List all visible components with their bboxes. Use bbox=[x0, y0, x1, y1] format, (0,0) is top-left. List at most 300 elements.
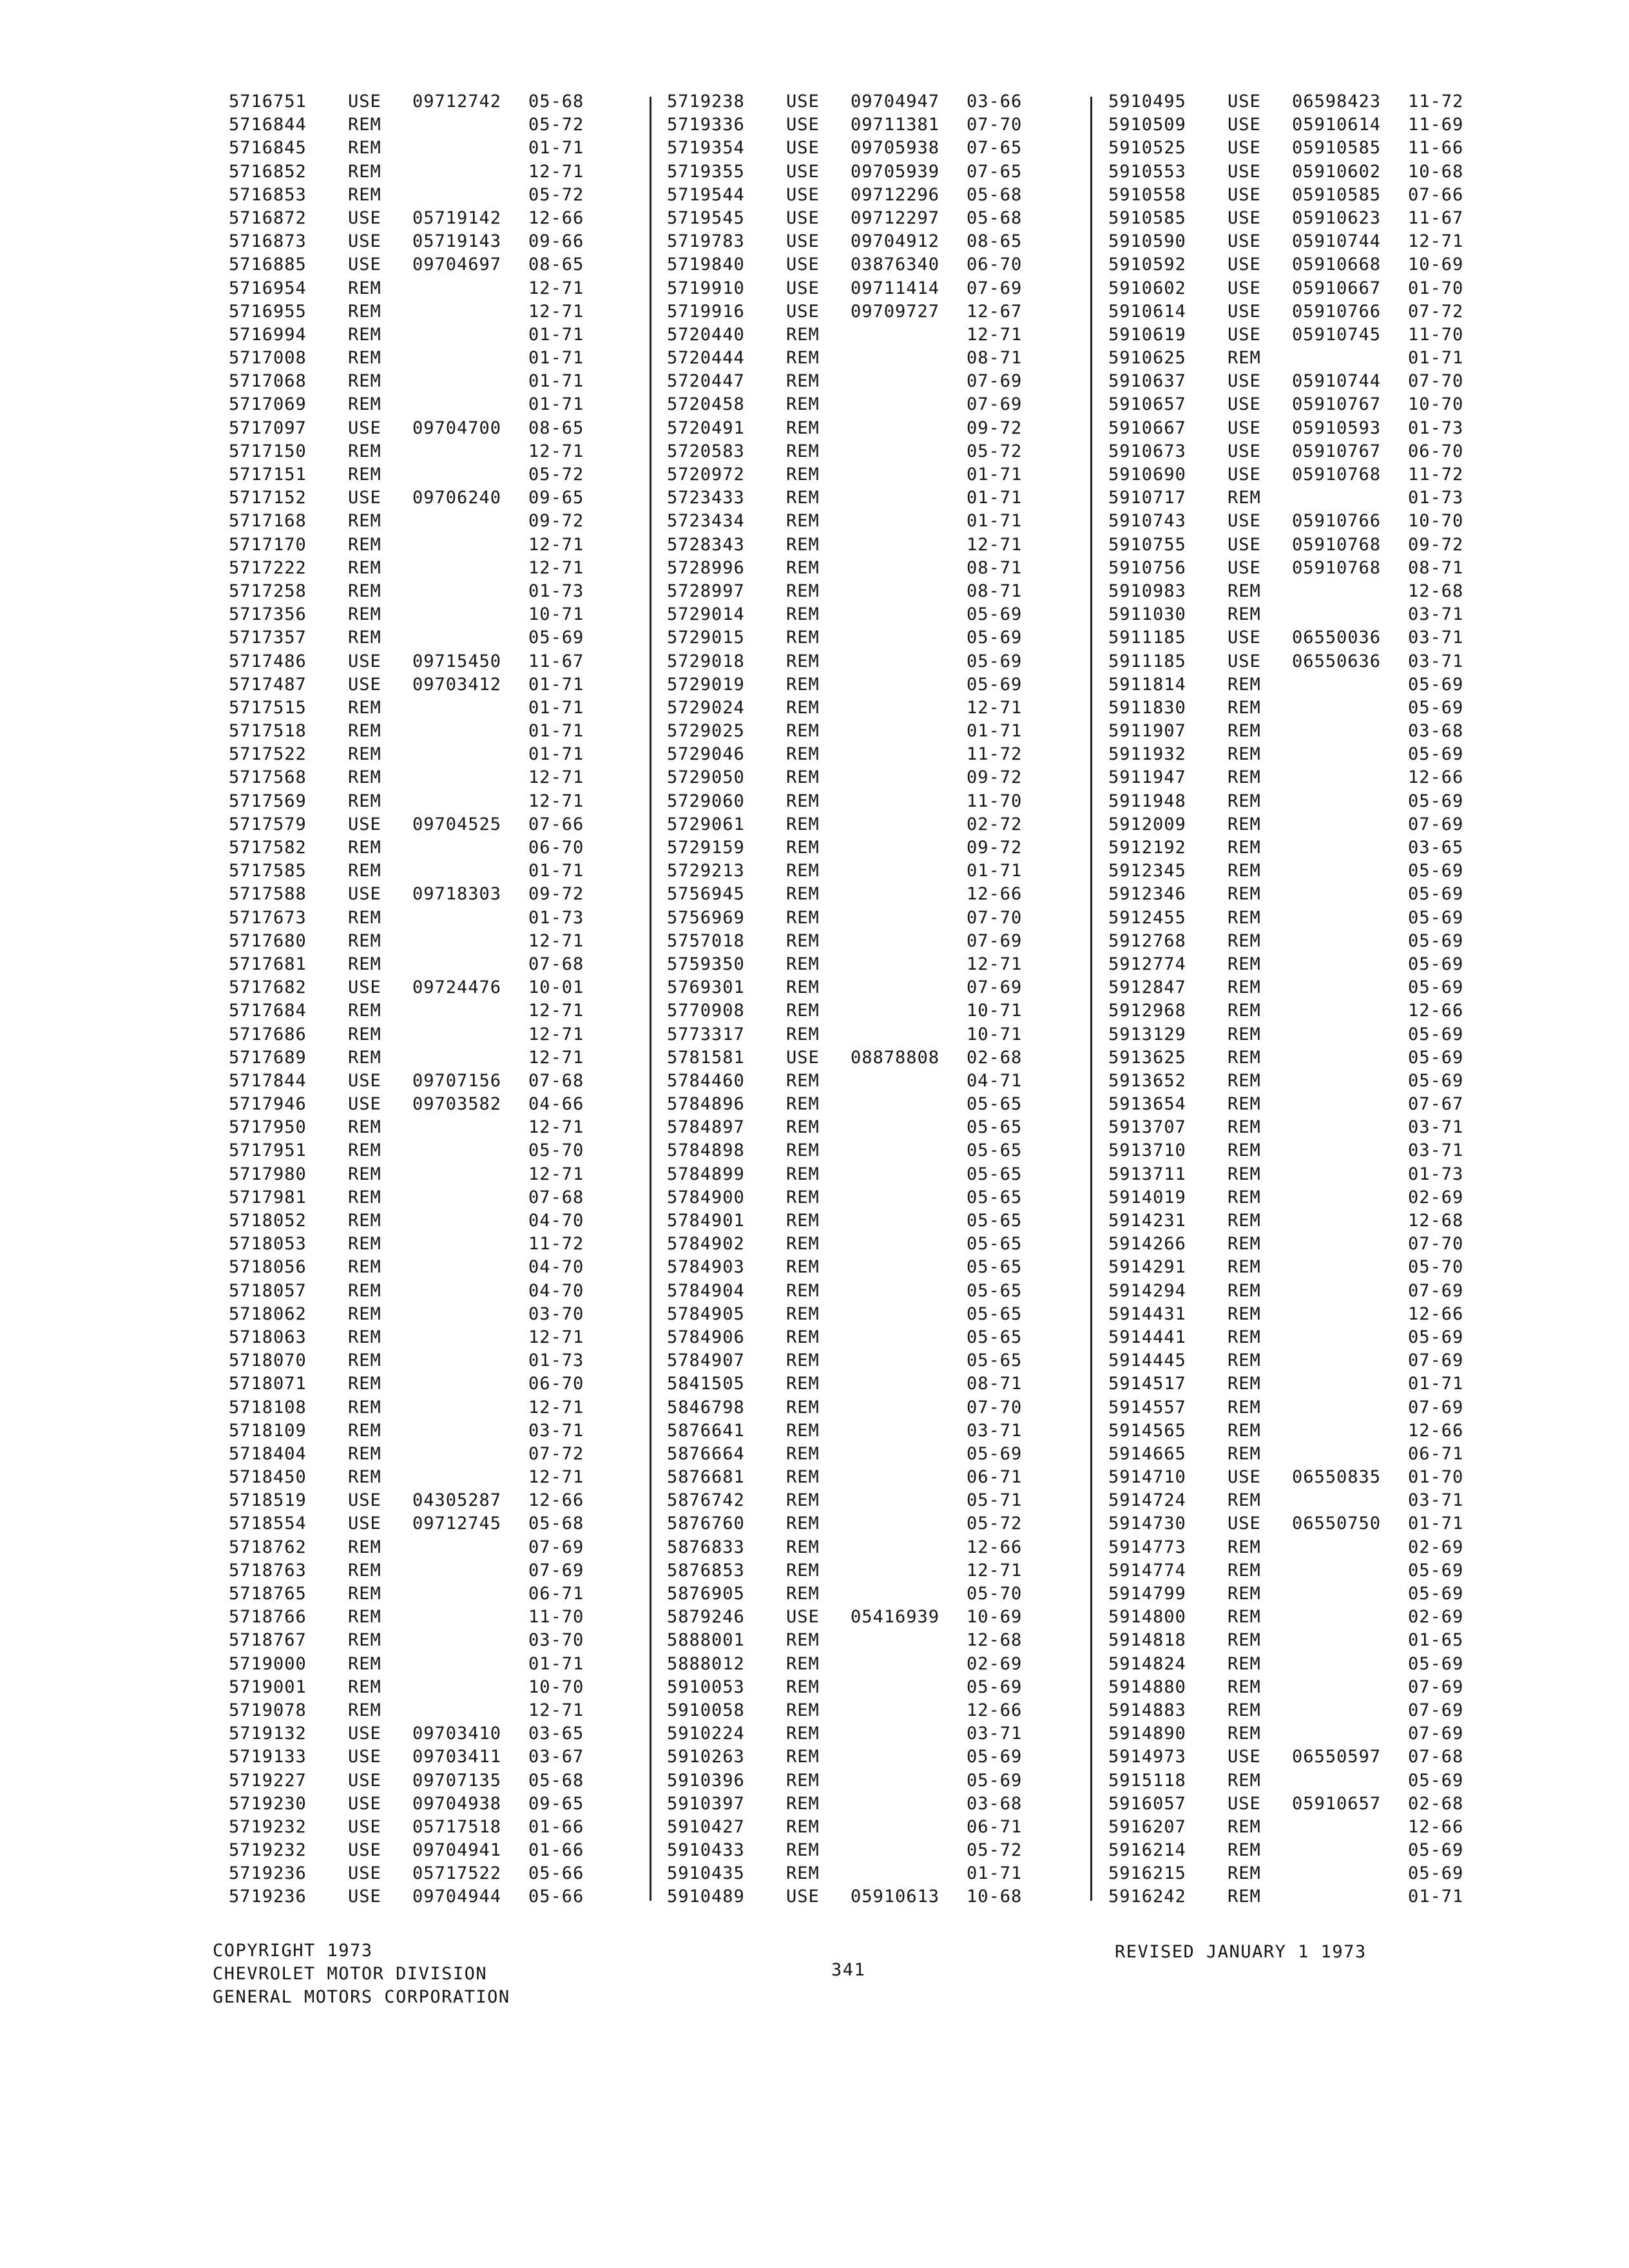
date-code: 12-71 bbox=[528, 1024, 584, 1044]
action-code: REM bbox=[348, 628, 381, 648]
date-code: 07-69 bbox=[1408, 1677, 1464, 1697]
action-code: USE bbox=[1228, 231, 1261, 252]
part-number: 5914710 bbox=[1108, 1467, 1186, 1488]
replacement-part: 05910613 bbox=[851, 1887, 940, 1907]
action-code: REM bbox=[786, 1257, 820, 1278]
action-code: REM bbox=[348, 1303, 381, 1324]
part-number: 5729060 bbox=[667, 791, 745, 811]
date-code: 11-72 bbox=[1408, 465, 1464, 485]
action-code: USE bbox=[348, 1747, 381, 1767]
part-number: 5888001 bbox=[667, 1630, 745, 1651]
action-code: USE bbox=[1228, 1514, 1261, 1534]
part-number: 5784460 bbox=[667, 1070, 745, 1091]
part-number: 5729213 bbox=[667, 861, 745, 881]
action-code: REM bbox=[348, 1211, 381, 1231]
replacement-part: 06550835 bbox=[1292, 1467, 1382, 1488]
date-code: 03-70 bbox=[528, 1630, 584, 1651]
date-code: 05-72 bbox=[967, 441, 1023, 461]
part-number: 5729025 bbox=[667, 721, 745, 742]
action-code: REM bbox=[786, 1770, 820, 1791]
date-code: 05-66 bbox=[528, 1887, 584, 1907]
part-number: 5718062 bbox=[229, 1303, 307, 1324]
date-code: 05-65 bbox=[967, 1094, 1023, 1115]
action-code: REM bbox=[786, 884, 820, 905]
action-code: REM bbox=[786, 1327, 820, 1347]
date-code: 05-65 bbox=[967, 1350, 1023, 1371]
part-number: 5910397 bbox=[667, 1793, 745, 1814]
date-code: 07-68 bbox=[1408, 1747, 1464, 1767]
date-code: 12-71 bbox=[528, 1001, 584, 1021]
action-code: REM bbox=[786, 1490, 820, 1511]
part-number: 5784904 bbox=[667, 1280, 745, 1301]
action-code: REM bbox=[1228, 1327, 1261, 1347]
part-number: 5781581 bbox=[667, 1047, 745, 1068]
date-code: 03-71 bbox=[1408, 1490, 1464, 1511]
date-code: 11-67 bbox=[528, 651, 584, 671]
action-code: USE bbox=[1228, 301, 1261, 322]
action-code: USE bbox=[786, 161, 820, 182]
action-code: REM bbox=[786, 324, 820, 345]
action-code: REM bbox=[348, 604, 381, 625]
date-code: 10-71 bbox=[967, 1024, 1023, 1044]
action-code: REM bbox=[1228, 1257, 1261, 1278]
part-number: 5910558 bbox=[1108, 184, 1186, 205]
date-code: 08-71 bbox=[967, 1374, 1023, 1394]
part-number: 5914730 bbox=[1108, 1514, 1186, 1534]
part-number: 5728343 bbox=[667, 534, 745, 555]
action-code: REM bbox=[786, 977, 820, 998]
date-code: 07-70 bbox=[967, 907, 1023, 928]
date-code: 12-71 bbox=[967, 1560, 1023, 1581]
date-code: 05-69 bbox=[1408, 697, 1464, 718]
page-number: 341 bbox=[831, 1960, 866, 1980]
action-code: USE bbox=[348, 651, 381, 671]
part-number: 5716994 bbox=[229, 324, 307, 345]
date-code: 11-70 bbox=[528, 1607, 584, 1628]
part-number: 5717673 bbox=[229, 907, 307, 928]
date-code: 06-71 bbox=[528, 1584, 584, 1604]
action-code: USE bbox=[1228, 465, 1261, 485]
part-number: 5729159 bbox=[667, 838, 745, 858]
action-code: USE bbox=[1228, 651, 1261, 671]
part-number: 5914431 bbox=[1108, 1303, 1186, 1324]
replacement-part: 09704938 bbox=[412, 1793, 502, 1814]
date-code: 01-71 bbox=[967, 721, 1023, 742]
action-code: REM bbox=[1228, 1677, 1261, 1697]
action-code: REM bbox=[348, 861, 381, 881]
action-code: REM bbox=[786, 838, 820, 858]
part-number: 5723434 bbox=[667, 511, 745, 532]
part-number: 5910625 bbox=[1108, 348, 1186, 369]
action-code: REM bbox=[1228, 1840, 1261, 1861]
part-number: 5910743 bbox=[1108, 511, 1186, 532]
part-number: 5719078 bbox=[229, 1700, 307, 1720]
date-code: 12-66 bbox=[1408, 1816, 1464, 1837]
action-code: REM bbox=[348, 1443, 381, 1464]
action-code: USE bbox=[348, 1770, 381, 1791]
action-code: REM bbox=[1228, 697, 1261, 718]
part-number: 5717170 bbox=[229, 534, 307, 555]
part-number: 5913652 bbox=[1108, 1070, 1186, 1091]
replacement-part: 05910602 bbox=[1292, 161, 1382, 182]
part-number: 5716751 bbox=[229, 91, 307, 111]
date-code: 12-71 bbox=[528, 1397, 584, 1418]
action-code: REM bbox=[786, 1630, 820, 1651]
part-number: 5914294 bbox=[1108, 1280, 1186, 1301]
date-code: 12-71 bbox=[528, 1117, 584, 1138]
part-number: 5911948 bbox=[1108, 791, 1186, 811]
part-number: 5876681 bbox=[667, 1467, 745, 1488]
action-code: USE bbox=[1228, 1467, 1261, 1488]
replacement-part: 09704697 bbox=[412, 255, 502, 275]
part-number: 5876641 bbox=[667, 1420, 745, 1441]
replacement-part: 09712745 bbox=[412, 1514, 502, 1534]
action-code: USE bbox=[1228, 511, 1261, 532]
part-number: 5718052 bbox=[229, 1211, 307, 1231]
part-number: 5717680 bbox=[229, 930, 307, 951]
action-code: REM bbox=[1228, 814, 1261, 834]
date-code: 09-65 bbox=[528, 488, 584, 508]
date-code: 07-69 bbox=[1408, 814, 1464, 834]
date-code: 09-72 bbox=[1408, 534, 1464, 555]
part-number: 5910427 bbox=[667, 1816, 745, 1837]
part-number: 5910509 bbox=[1108, 115, 1186, 135]
part-number: 5916207 bbox=[1108, 1816, 1186, 1837]
action-code: REM bbox=[1228, 1887, 1261, 1907]
action-code: USE bbox=[1228, 207, 1261, 228]
action-code: USE bbox=[786, 207, 820, 228]
action-code: USE bbox=[348, 814, 381, 834]
action-code: USE bbox=[1228, 557, 1261, 578]
date-code: 02-69 bbox=[1408, 1537, 1464, 1557]
date-code: 11-72 bbox=[1408, 91, 1464, 111]
action-code: REM bbox=[786, 1234, 820, 1254]
action-code: USE bbox=[786, 1047, 820, 1068]
date-code: 07-69 bbox=[967, 394, 1023, 415]
replacement-part: 09715450 bbox=[412, 651, 502, 671]
date-code: 06-71 bbox=[967, 1467, 1023, 1488]
replacement-part: 09704700 bbox=[412, 418, 502, 438]
part-number: 5912768 bbox=[1108, 930, 1186, 951]
copyright-block bbox=[213, 1939, 510, 2009]
date-code: 02-68 bbox=[967, 1047, 1023, 1068]
action-code: REM bbox=[348, 511, 381, 532]
date-code: 05-69 bbox=[1408, 907, 1464, 928]
action-code: REM bbox=[786, 930, 820, 951]
date-code: 05-68 bbox=[528, 1770, 584, 1791]
action-code: REM bbox=[1228, 1140, 1261, 1161]
date-code: 12-71 bbox=[1408, 231, 1464, 252]
date-code: 05-69 bbox=[1408, 1863, 1464, 1884]
date-code: 05-72 bbox=[967, 1840, 1023, 1861]
action-code: REM bbox=[1228, 930, 1261, 951]
part-number: 5717151 bbox=[229, 465, 307, 485]
date-code: 02-69 bbox=[1408, 1187, 1464, 1207]
date-code: 05-65 bbox=[967, 1140, 1023, 1161]
part-number: 5716873 bbox=[229, 231, 307, 252]
replacement-part: 05717518 bbox=[412, 1816, 502, 1837]
date-code: 05-68 bbox=[967, 184, 1023, 205]
action-code: REM bbox=[348, 1327, 381, 1347]
action-code: REM bbox=[1228, 1863, 1261, 1884]
part-number: 5720972 bbox=[667, 465, 745, 485]
action-code: REM bbox=[786, 1443, 820, 1464]
date-code: 02-68 bbox=[1408, 1793, 1464, 1814]
action-code: USE bbox=[786, 1887, 820, 1907]
action-code: REM bbox=[348, 115, 381, 135]
date-code: 08-65 bbox=[528, 255, 584, 275]
action-code: USE bbox=[348, 1724, 381, 1744]
action-code: REM bbox=[786, 1653, 820, 1674]
date-code: 08-65 bbox=[528, 418, 584, 438]
date-code: 12-68 bbox=[967, 1630, 1023, 1651]
part-number: 5910435 bbox=[667, 1863, 745, 1884]
part-number: 5914565 bbox=[1108, 1420, 1186, 1441]
date-code: 07-69 bbox=[967, 930, 1023, 951]
part-number: 5876905 bbox=[667, 1584, 745, 1604]
part-number: 5717980 bbox=[229, 1164, 307, 1184]
date-code: 01-71 bbox=[528, 348, 584, 369]
date-code: 05-69 bbox=[1408, 1840, 1464, 1861]
part-number: 5914890 bbox=[1108, 1724, 1186, 1744]
part-number: 5717487 bbox=[229, 674, 307, 695]
part-number: 5784905 bbox=[667, 1303, 745, 1324]
date-code: 04-66 bbox=[528, 1094, 584, 1115]
action-code: REM bbox=[348, 1374, 381, 1394]
date-code: 01-71 bbox=[967, 861, 1023, 881]
date-code: 09-72 bbox=[967, 418, 1023, 438]
date-code: 09-72 bbox=[528, 884, 584, 905]
part-number: 5717222 bbox=[229, 557, 307, 578]
part-number: 5719232 bbox=[229, 1816, 307, 1837]
date-code: 10-68 bbox=[1408, 161, 1464, 182]
part-number: 5720447 bbox=[667, 371, 745, 392]
date-code: 06-70 bbox=[528, 838, 584, 858]
action-code: USE bbox=[348, 977, 381, 998]
action-code: REM bbox=[1228, 861, 1261, 881]
replacement-part: 05910614 bbox=[1292, 115, 1382, 135]
action-code: REM bbox=[1228, 1397, 1261, 1418]
date-code: 01-71 bbox=[528, 861, 584, 881]
date-code: 12-71 bbox=[528, 161, 584, 182]
part-number: 5717486 bbox=[229, 651, 307, 671]
part-number: 5876742 bbox=[667, 1490, 745, 1511]
action-code: REM bbox=[786, 954, 820, 974]
action-code: REM bbox=[348, 534, 381, 555]
action-code: USE bbox=[348, 91, 381, 111]
part-number: 5717684 bbox=[229, 1001, 307, 1021]
part-number: 5910396 bbox=[667, 1770, 745, 1791]
part-number: 5719336 bbox=[667, 115, 745, 135]
date-code: 01-71 bbox=[528, 1653, 584, 1674]
part-number: 5910657 bbox=[1108, 394, 1186, 415]
part-number: 5717844 bbox=[229, 1070, 307, 1091]
date-code: 05-69 bbox=[967, 674, 1023, 695]
action-code: REM bbox=[348, 394, 381, 415]
action-code: USE bbox=[1228, 628, 1261, 648]
date-code: 05-65 bbox=[967, 1280, 1023, 1301]
date-code: 07-70 bbox=[1408, 1234, 1464, 1254]
action-code: REM bbox=[348, 1140, 381, 1161]
part-number: 5717069 bbox=[229, 394, 307, 415]
action-code: REM bbox=[348, 1537, 381, 1557]
date-code: 05-72 bbox=[528, 465, 584, 485]
action-code: REM bbox=[1228, 1187, 1261, 1207]
date-code: 07-66 bbox=[528, 814, 584, 834]
action-code: REM bbox=[786, 744, 820, 765]
part-number: 5720440 bbox=[667, 324, 745, 345]
copyright-line: CHEVROLET MOTOR DIVISION bbox=[213, 1964, 488, 1984]
part-number: 5910667 bbox=[1108, 418, 1186, 438]
action-code: REM bbox=[348, 1397, 381, 1418]
date-code: 01-66 bbox=[528, 1816, 584, 1837]
part-number: 5720491 bbox=[667, 418, 745, 438]
action-code: USE bbox=[1228, 255, 1261, 275]
replacement-part: 05910766 bbox=[1292, 301, 1382, 322]
part-number: 5718554 bbox=[229, 1514, 307, 1534]
action-code: REM bbox=[786, 1070, 820, 1091]
part-number: 5717682 bbox=[229, 977, 307, 998]
action-code: REM bbox=[348, 1607, 381, 1628]
date-code: 12-71 bbox=[528, 557, 584, 578]
part-number: 5910717 bbox=[1108, 488, 1186, 508]
date-code: 12-68 bbox=[1408, 581, 1464, 601]
action-code: REM bbox=[786, 1840, 820, 1861]
date-code: 10-70 bbox=[528, 1677, 584, 1697]
date-code: 12-71 bbox=[528, 534, 584, 555]
part-number: 5912345 bbox=[1108, 861, 1186, 881]
part-number: 5716955 bbox=[229, 301, 307, 322]
action-code: REM bbox=[1228, 954, 1261, 974]
part-number: 5914824 bbox=[1108, 1653, 1186, 1674]
replacement-part: 09712742 bbox=[412, 91, 502, 111]
action-code: REM bbox=[786, 1724, 820, 1744]
replacement-part: 09724476 bbox=[412, 977, 502, 998]
action-code: REM bbox=[1228, 488, 1261, 508]
replacement-part: 09703582 bbox=[412, 1094, 502, 1115]
action-code: REM bbox=[786, 418, 820, 438]
date-code: 05-69 bbox=[967, 651, 1023, 671]
date-code: 07-67 bbox=[1408, 1094, 1464, 1115]
part-number: 5719355 bbox=[667, 161, 745, 182]
date-code: 08-71 bbox=[1408, 557, 1464, 578]
date-code: 12-66 bbox=[967, 884, 1023, 905]
date-code: 01-71 bbox=[967, 1863, 1023, 1884]
date-code: 05-69 bbox=[1408, 977, 1464, 998]
replacement-part: 09711381 bbox=[851, 115, 940, 135]
part-number: 5914445 bbox=[1108, 1350, 1186, 1371]
replacement-part: 05910744 bbox=[1292, 231, 1382, 252]
replacement-part: 05910766 bbox=[1292, 511, 1382, 532]
part-number: 5718450 bbox=[229, 1467, 307, 1488]
date-code: 05-69 bbox=[1408, 1770, 1464, 1791]
date-code: 09-65 bbox=[528, 1793, 584, 1814]
date-code: 05-72 bbox=[528, 115, 584, 135]
action-code: REM bbox=[786, 488, 820, 508]
part-number: 5784897 bbox=[667, 1117, 745, 1138]
date-code: 07-69 bbox=[967, 371, 1023, 392]
part-number: 5915118 bbox=[1108, 1770, 1186, 1791]
action-code: REM bbox=[1228, 1630, 1261, 1651]
date-code: 05-65 bbox=[967, 1164, 1023, 1184]
date-code: 05-65 bbox=[967, 1211, 1023, 1231]
action-code: REM bbox=[786, 697, 820, 718]
action-code: REM bbox=[348, 791, 381, 811]
part-number: 5718109 bbox=[229, 1420, 307, 1441]
date-code: 05-71 bbox=[967, 1490, 1023, 1511]
part-number: 5719133 bbox=[229, 1747, 307, 1767]
part-number: 5717515 bbox=[229, 697, 307, 718]
date-code: 05-65 bbox=[967, 1187, 1023, 1207]
replacement-part: 05910623 bbox=[1292, 207, 1382, 228]
action-code: REM bbox=[348, 348, 381, 369]
action-code: REM bbox=[1228, 1350, 1261, 1371]
part-number: 5729015 bbox=[667, 628, 745, 648]
action-code: REM bbox=[348, 1700, 381, 1720]
action-code: REM bbox=[1228, 1770, 1261, 1791]
replacement-part: 09703412 bbox=[412, 674, 502, 695]
date-code: 06-70 bbox=[1408, 441, 1464, 461]
action-code: REM bbox=[786, 1303, 820, 1324]
date-code: 05-65 bbox=[967, 1327, 1023, 1347]
action-code: REM bbox=[348, 697, 381, 718]
date-code: 03-68 bbox=[1408, 721, 1464, 742]
action-code: REM bbox=[348, 1630, 381, 1651]
action-code: USE bbox=[1228, 184, 1261, 205]
action-code: USE bbox=[1228, 371, 1261, 392]
replacement-part: 09703410 bbox=[412, 1724, 502, 1744]
part-number: 5841505 bbox=[667, 1374, 745, 1394]
part-number: 5913707 bbox=[1108, 1117, 1186, 1138]
date-code: 07-69 bbox=[967, 977, 1023, 998]
action-code: REM bbox=[1228, 1303, 1261, 1324]
date-code: 12-71 bbox=[967, 534, 1023, 555]
part-number: 5912847 bbox=[1108, 977, 1186, 998]
action-code: REM bbox=[786, 1024, 820, 1044]
part-number: 5719236 bbox=[229, 1887, 307, 1907]
date-code: 10-71 bbox=[528, 604, 584, 625]
action-code: REM bbox=[786, 1350, 820, 1371]
date-code: 05-69 bbox=[967, 1747, 1023, 1767]
action-code: USE bbox=[348, 418, 381, 438]
part-number: 5876833 bbox=[667, 1537, 745, 1557]
date-code: 05-69 bbox=[1408, 1070, 1464, 1091]
action-code: REM bbox=[348, 1187, 381, 1207]
replacement-part: 09704941 bbox=[412, 1840, 502, 1861]
action-code: REM bbox=[1228, 604, 1261, 625]
part-number: 5717008 bbox=[229, 348, 307, 369]
date-code: 11-72 bbox=[967, 744, 1023, 765]
action-code: REM bbox=[786, 651, 820, 671]
date-code: 12-67 bbox=[967, 301, 1023, 322]
date-code: 05-65 bbox=[967, 1117, 1023, 1138]
date-code: 02-69 bbox=[967, 1653, 1023, 1674]
part-number: 5719238 bbox=[667, 91, 745, 111]
action-code: REM bbox=[1228, 1211, 1261, 1231]
action-code: USE bbox=[786, 184, 820, 205]
date-code: 03-65 bbox=[1408, 838, 1464, 858]
replacement-part: 09703411 bbox=[412, 1747, 502, 1767]
action-code: USE bbox=[1228, 1747, 1261, 1767]
date-code: 07-69 bbox=[1408, 1397, 1464, 1418]
action-code: USE bbox=[1228, 534, 1261, 555]
part-number: 5914441 bbox=[1108, 1327, 1186, 1347]
action-code: REM bbox=[786, 1187, 820, 1207]
date-code: 05-68 bbox=[528, 1514, 584, 1534]
action-code: USE bbox=[348, 255, 381, 275]
action-code: USE bbox=[786, 301, 820, 322]
date-code: 05-69 bbox=[1408, 954, 1464, 974]
